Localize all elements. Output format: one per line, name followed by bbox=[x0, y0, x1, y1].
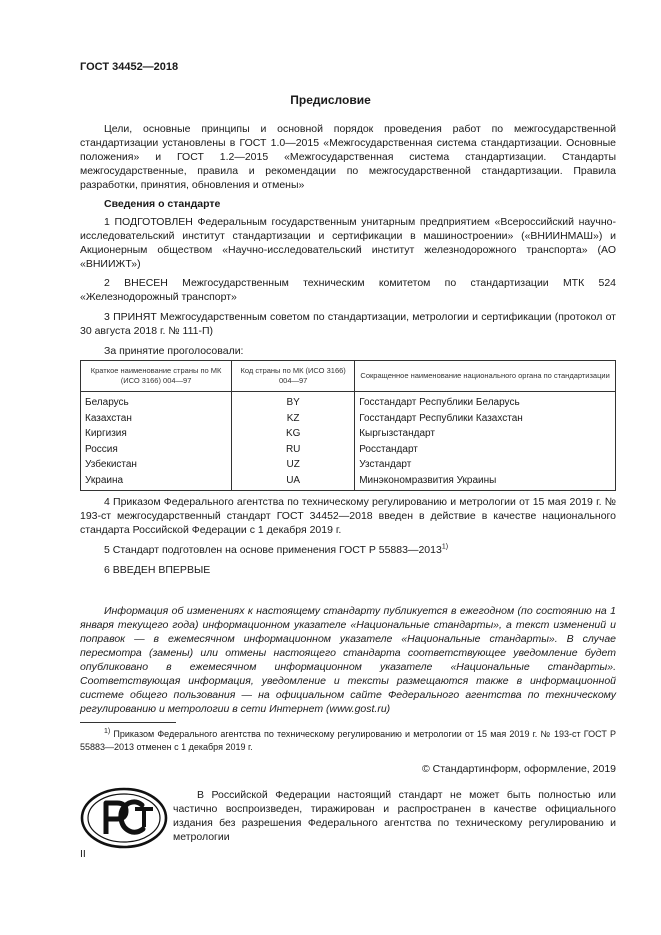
item-2-paragraph: 2 ВНЕСЕН Межгосударственным техническим комитетом по стандартизации МТК 524 «Железнодорожный транспорт» bbox=[80, 277, 616, 303]
item-5-text: 5 Стандарт подготовлен на основе применения ГОСТ Р 55883—2013 bbox=[104, 544, 442, 556]
code-cell: RU bbox=[232, 442, 355, 458]
country-cell: Россия bbox=[81, 442, 232, 458]
section-heading: Сведения о стандарте bbox=[104, 198, 221, 210]
footnote-text: Приказом Федерального агентства по техническому регулированию и метрологии от 15 мая 2019 г. № 193-ст ГОСТ Р 55883—2013 отменен с 1 декабря 2019 г. bbox=[80, 729, 616, 752]
table-row bbox=[81, 392, 616, 411]
footnote-divider bbox=[80, 722, 176, 723]
intro-paragraph: Цели, основные принципы и основной порядок проведения работ по межгосударственной стандартизации установлены в ГОСТ 1.0—2015 «Межгосударственная система стандартизации. Основные положения» и ГОСТ 1.2—2015 «Межгосударственная система стандартизации. Стандарты межгосударственные, правила и рекомендации по межгосударственной стандартизации. Правила разработки, принятия, обновления и отмены» bbox=[80, 123, 616, 191]
footnote-ref: 1) bbox=[441, 543, 449, 551]
table-row bbox=[81, 457, 616, 473]
country-cell: Казахстан bbox=[81, 411, 232, 427]
table-header-body: Сокращенное наименование национального органа по стандартизации bbox=[355, 361, 616, 392]
body-cell: Минэкономразвития Украины bbox=[355, 473, 616, 491]
body-cell: Кыргызстандарт bbox=[355, 426, 616, 442]
item-5-paragraph bbox=[80, 543, 616, 557]
rst-certification-logo-icon bbox=[80, 787, 168, 849]
country-cell: Украина bbox=[81, 473, 232, 491]
table-header-country: Краткое наименование страны по МК (ИСО 3166) 004—97 bbox=[81, 361, 232, 392]
item-1-paragraph: 1 ПОДГОТОВЛЕН Федеральным государственным унитарным предприятием «Всероссийский научно-исследовательский институт стандартизации и сертификации в машиностроении» («ВНИИНМАШ») и Акционерным обществом «Научно-исследовательский институт железнодорожного транспорта» (АО «ВНИИЖТ») bbox=[80, 216, 616, 270]
body-cell: Госстандарт Республики Беларусь bbox=[355, 392, 616, 411]
item-4-paragraph: 4 Приказом Федерального агентства по техническому регулированию и метрологии от 15 мая 2019 г. № 193-ст межгосударственный стандарт ГОСТ 34452—2018 введен в действие в качестве национального стандарта Российской Федерации с 1 декабря 2019 г. bbox=[80, 496, 616, 536]
table-header-code: Код страны по МК (ИСО 3166) 004—97 bbox=[232, 361, 355, 392]
body-cell: Госстандарт Республики Казахстан bbox=[355, 411, 616, 427]
code-cell: KZ bbox=[232, 411, 355, 427]
page-number: II bbox=[80, 848, 86, 860]
info-notice-paragraph: Информация об изменениях к настоящему стандарту публикуется в ежегодном (по состоянию на 1 января текущего года) информационном указателе «Национальные стандарты», а текст изменений и поправок — в ежемесячном информационном указателе «Национальные стандарты». В случае пересмотра (замены) или отмены настоящего стандарта соответствующее уведомление будет опубликовано в ежемесячном информационном указателе «Национальные стандарты». Соответствующая информация, уведомление и тексты размещаются также в информационной системе общего пользования — на официальном сайте Федерального агентства по техническому регулированию и метрологии в сети Интернет (www.gost.ru) bbox=[80, 605, 616, 715]
table-row bbox=[81, 473, 616, 491]
voted-label: За принятие проголосовали: bbox=[104, 345, 244, 357]
country-cell: Узбекистан bbox=[81, 457, 232, 473]
table-row bbox=[81, 411, 616, 427]
table-row bbox=[81, 442, 616, 458]
body-cell: Узстандарт bbox=[355, 457, 616, 473]
country-cell: Киргизия bbox=[81, 426, 232, 442]
body-cell: Росстандарт bbox=[355, 442, 616, 458]
reproduction-notice: В Российской Федерации настоящий стандарт не может быть полностью или частично воспроизведен, тиражирован и распространен в качестве официального издания без разрешения Федерального агентства по техническому регулированию и метрологии bbox=[173, 789, 616, 843]
code-cell: BY bbox=[232, 392, 355, 411]
item-3-paragraph: 3 ПРИНЯТ Межгосударственным советом по стандартизации, метрологии и сертификации (протокол от 30 августа 2018 г. № 111-П) bbox=[80, 311, 616, 337]
table-row bbox=[81, 426, 616, 442]
copyright-line: © Стандартинформ, оформление, 2019 bbox=[421, 763, 616, 775]
code-cell: UA bbox=[232, 473, 355, 491]
footnote bbox=[80, 728, 616, 754]
voting-table bbox=[80, 360, 616, 491]
document-header: ГОСТ 34452—2018 bbox=[80, 61, 179, 73]
code-cell: KG bbox=[232, 426, 355, 442]
country-cell: Беларусь bbox=[81, 392, 232, 411]
item-6-paragraph: 6 ВВЕДЕН ВПЕРВЫЕ bbox=[104, 564, 211, 576]
footnote-mark: 1) bbox=[104, 728, 111, 735]
code-cell: UZ bbox=[232, 457, 355, 473]
page-title: Предисловие bbox=[290, 93, 371, 107]
